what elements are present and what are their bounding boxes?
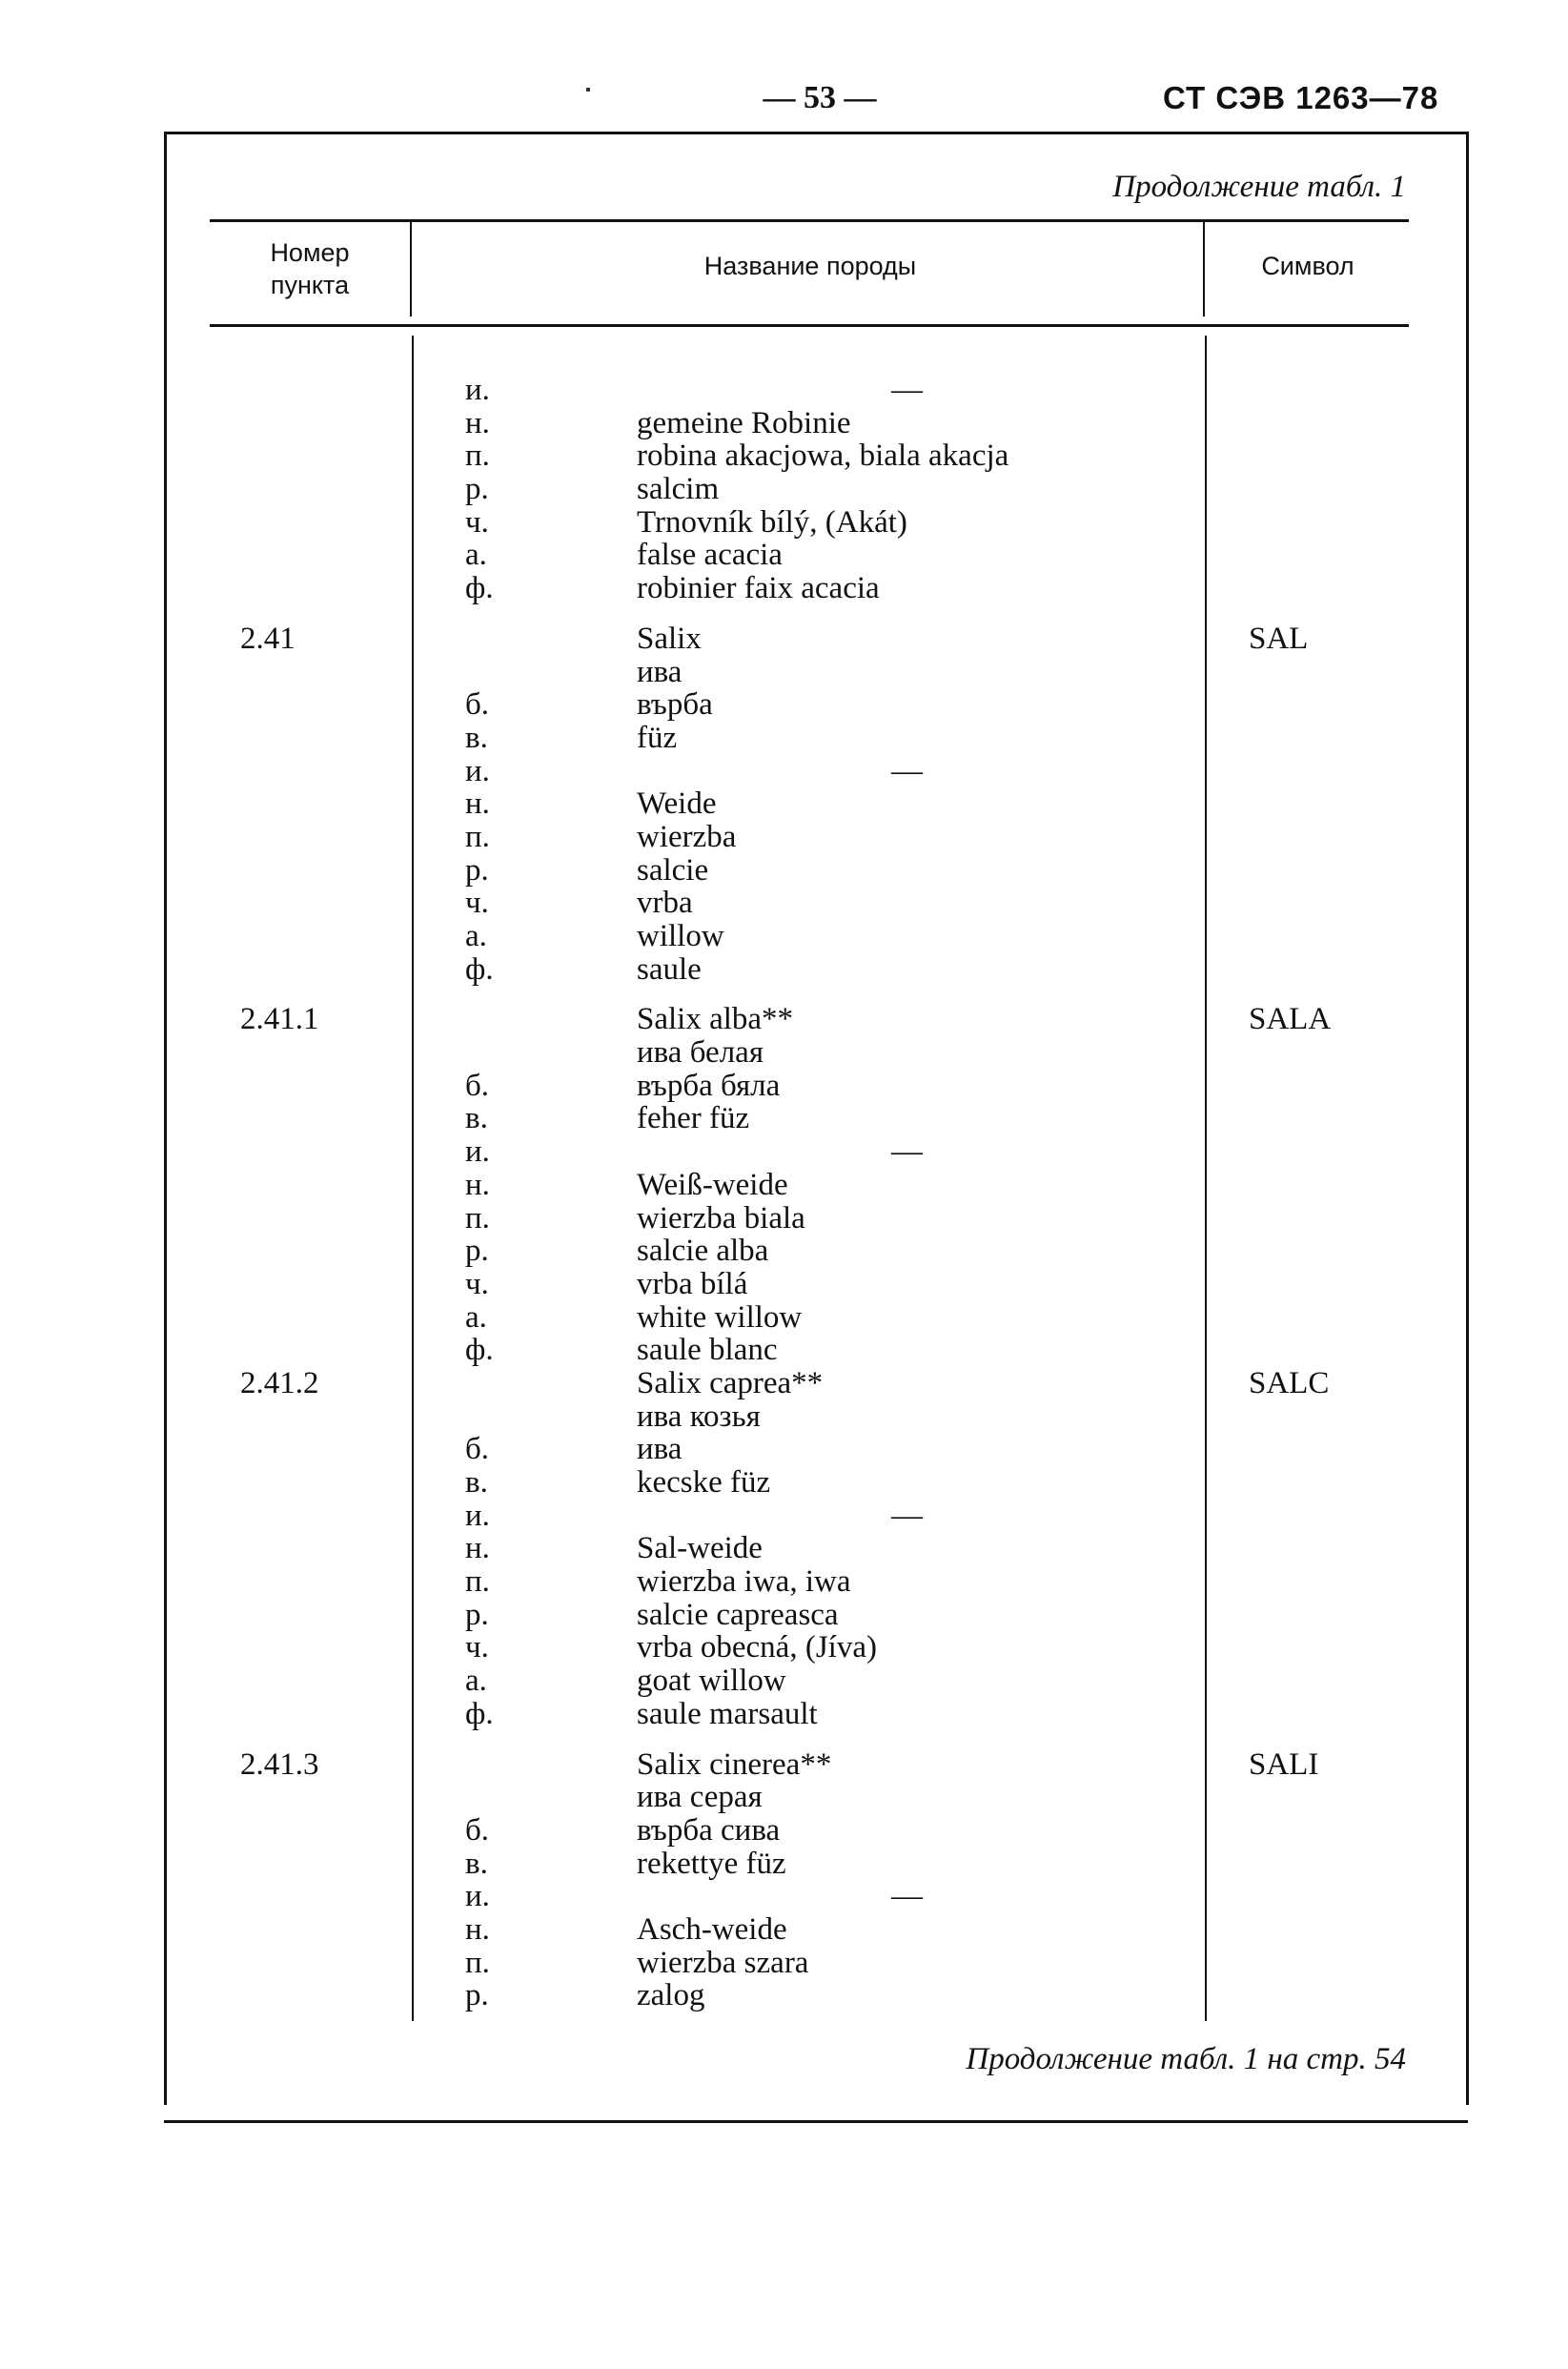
table-row	[0, 1169, 1568, 1202]
table-row	[0, 920, 1568, 953]
language-code: р.	[465, 1234, 489, 1269]
table-row	[0, 1848, 1568, 1881]
species-name: Salix caprea**	[637, 1365, 824, 1400]
species-name: Weide	[637, 786, 717, 822]
header-rule-bottom	[210, 324, 1409, 327]
species-name: Salix	[637, 621, 702, 656]
table-row	[0, 1202, 1568, 1236]
continuation-top: Продолжение табл. 1	[1112, 170, 1406, 204]
language-code: в.	[465, 1846, 488, 1881]
language-code: н.	[465, 786, 490, 822]
table-row	[0, 1979, 1568, 2012]
table-row	[0, 1235, 1568, 1268]
language-code: в.	[465, 720, 488, 755]
language-code: б.	[465, 1432, 490, 1467]
language-code: ч.	[465, 886, 489, 921]
species-name: wierzba szara	[637, 1945, 809, 1980]
language-code: н.	[465, 405, 490, 440]
species-name: върба	[637, 687, 713, 723]
species-name: ива	[637, 1432, 682, 1467]
language-code: а.	[465, 919, 487, 953]
language-code: р.	[465, 472, 489, 507]
standard-code: СТ СЭВ 1263—78	[1163, 80, 1439, 115]
language-code: п.	[465, 1200, 490, 1236]
table-row	[0, 755, 1568, 788]
species-name: wierzba biala	[637, 1200, 805, 1236]
language-code: ф.	[465, 951, 494, 987]
language-code: п.	[465, 1564, 490, 1600]
species-name: salcie capreasca	[637, 1597, 839, 1632]
header-name-col: Название породы	[703, 252, 917, 280]
language-code: и.	[465, 1498, 490, 1533]
table-row	[0, 623, 1568, 656]
species-name: Asch-weide	[637, 1911, 787, 1947]
species-name: Salix alba**	[637, 1002, 794, 1037]
species-name: vrba bílá	[637, 1266, 748, 1301]
species-name: zalog	[637, 1978, 705, 2013]
species-name: wierzba iwa, iwa	[637, 1564, 851, 1600]
language-code: б.	[465, 1812, 490, 1848]
language-code: и.	[465, 1134, 490, 1170]
species-name: vrba obecná, (Jíva)	[637, 1630, 877, 1665]
language-code: ч.	[465, 504, 489, 540]
species-name: saule marsault	[637, 1696, 818, 1731]
species-name: saule blanc	[637, 1333, 778, 1368]
table-row	[0, 1698, 1568, 1731]
table-row	[0, 1400, 1568, 1434]
table-row	[0, 1781, 1568, 1814]
species-name: върба бяла	[637, 1068, 781, 1103]
table-row	[0, 953, 1568, 987]
species-name: füz	[637, 720, 678, 755]
header-column-divider-1	[410, 221, 412, 317]
no-name-dash: —	[891, 753, 923, 788]
header-rule-top	[210, 219, 1409, 222]
species-name: vrba	[637, 886, 693, 921]
language-code: а.	[465, 1299, 487, 1335]
language-code: б.	[465, 1068, 490, 1103]
page-number: — 53 —	[763, 80, 877, 115]
table-row	[0, 1532, 1568, 1565]
species-name: saule	[637, 951, 702, 987]
table-row	[0, 688, 1568, 722]
species-name: robinier faix acacia	[637, 571, 880, 606]
language-code: и.	[465, 1879, 490, 1914]
table-row	[0, 821, 1568, 854]
language-code: н.	[465, 1531, 490, 1566]
table-row	[0, 1466, 1568, 1500]
table-row	[0, 1565, 1568, 1599]
language-code: р.	[465, 852, 489, 888]
species-name: върба сива	[637, 1812, 781, 1848]
species-name: ива козья	[637, 1399, 761, 1434]
table-row	[0, 1664, 1568, 1698]
no-name-dash: —	[891, 1879, 923, 1914]
species-name: rekettye füz	[637, 1846, 786, 1881]
species-name: ива белая	[637, 1035, 764, 1071]
header-column-divider-2	[1203, 221, 1205, 317]
entry-number: 2.41	[240, 621, 295, 656]
species-name: Sal-weide	[637, 1531, 763, 1566]
species-name: wierzba	[637, 819, 737, 854]
table-row	[0, 1599, 1568, 1632]
language-code: в.	[465, 1465, 488, 1500]
species-name: white willow	[637, 1299, 803, 1335]
no-name-dash: —	[891, 373, 923, 407]
species-name: willow	[637, 919, 724, 953]
language-code: а.	[465, 1664, 487, 1699]
language-code: п.	[465, 819, 490, 854]
language-code: а.	[465, 538, 487, 573]
table-row	[0, 1268, 1568, 1301]
continuation-bottom: Продолжение табл. 1 на стр. 54	[966, 2042, 1406, 2076]
species-name: salcie alba	[637, 1234, 769, 1269]
species-name: kecske füz	[637, 1465, 771, 1500]
table-row	[0, 1334, 1568, 1367]
language-code: ч.	[465, 1630, 489, 1665]
table-row	[0, 722, 1568, 755]
language-code: и.	[465, 753, 490, 788]
frame-top-border	[164, 132, 1468, 134]
entry-number: 2.41.2	[240, 1365, 319, 1400]
species-name: gemeine Robinie	[637, 405, 851, 440]
table-row	[0, 1301, 1568, 1335]
species-name: false acacia	[637, 538, 783, 573]
table-row	[0, 1433, 1568, 1466]
table-row	[0, 539, 1568, 572]
table-row	[0, 854, 1568, 888]
species-name: salcim	[637, 472, 720, 507]
table-row	[0, 407, 1568, 440]
table-row	[0, 1947, 1568, 1980]
language-code: ф.	[465, 1333, 494, 1368]
table-row	[0, 887, 1568, 920]
table-row	[0, 1036, 1568, 1070]
species-name: Salix cinerea**	[637, 1746, 832, 1782]
table-row	[0, 374, 1568, 407]
language-code: н.	[465, 1911, 490, 1947]
table-row	[0, 787, 1568, 821]
species-name: Weiß-weide	[637, 1167, 788, 1202]
table-row	[0, 1500, 1568, 1533]
table-row	[0, 506, 1568, 540]
table-row	[0, 1135, 1568, 1169]
table-row	[0, 1003, 1568, 1036]
tick-mark	[586, 88, 590, 92]
species-symbol: SALC	[1249, 1365, 1330, 1400]
species-symbol: SAL	[1249, 621, 1309, 656]
table-row	[0, 656, 1568, 689]
language-code: н.	[465, 1167, 490, 1202]
header-number-col: Номер пункта	[270, 238, 350, 299]
language-code: п.	[465, 439, 490, 474]
language-code: ч.	[465, 1266, 489, 1301]
species-name: feher füz	[637, 1101, 750, 1136]
table-body	[0, 374, 1568, 2012]
species-name: goat willow	[637, 1664, 786, 1699]
language-code: п.	[465, 1945, 490, 1980]
table-row	[0, 1748, 1568, 1782]
no-name-dash: —	[891, 1134, 923, 1170]
species-name: Trnovník bílý, (Akát)	[637, 504, 907, 540]
language-code: ф.	[465, 1696, 494, 1731]
table-row	[0, 572, 1568, 605]
table-row	[0, 1102, 1568, 1135]
language-code: р.	[465, 1597, 489, 1632]
table-row	[0, 473, 1568, 506]
table-row	[0, 1880, 1568, 1913]
species-name: ива серая	[637, 1780, 763, 1815]
species-name: robina akacjowa, biala akacja	[637, 439, 1009, 474]
table-row	[0, 1814, 1568, 1848]
entry-number: 2.41.1	[240, 1002, 319, 1037]
species-symbol: SALI	[1249, 1746, 1319, 1782]
species-name: ива	[637, 654, 682, 689]
language-code: б.	[465, 687, 490, 723]
table-row	[0, 439, 1568, 473]
frame-bottom-border	[164, 2120, 1468, 2123]
table-row	[0, 1070, 1568, 1103]
no-name-dash: —	[891, 1498, 923, 1533]
species-name: salcie	[637, 852, 709, 888]
header-symbol-col: Символ	[1261, 252, 1354, 280]
table-row	[0, 1367, 1568, 1400]
table-row	[0, 1631, 1568, 1664]
language-code: и.	[465, 373, 490, 407]
language-code: ф.	[465, 571, 494, 606]
language-code: р.	[465, 1978, 489, 2013]
species-symbol: SALA	[1249, 1002, 1332, 1037]
entry-number: 2.41.3	[240, 1746, 319, 1782]
table-row	[0, 1913, 1568, 1947]
language-code: в.	[465, 1101, 488, 1136]
